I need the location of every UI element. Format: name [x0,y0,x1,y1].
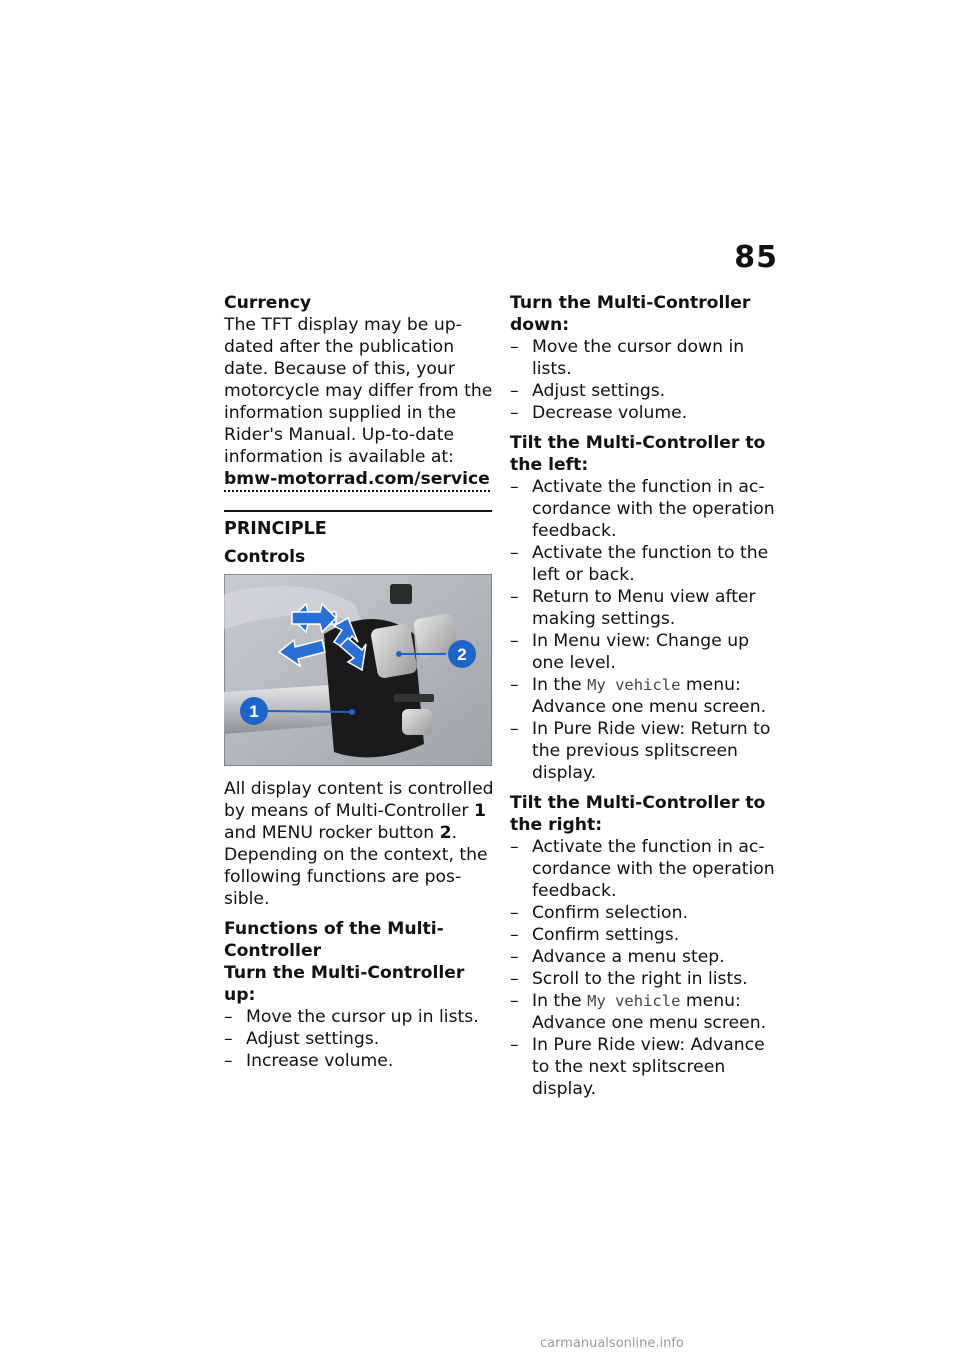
tilt-right-heading: Tilt the Multi-Controller to the right: [510,793,766,835]
turn-down-heading: Turn the Multi-Controller down: [510,293,751,335]
list-item: – Move the cursor up in lists. [224,1006,494,1028]
tilt-left-heading: Tilt the Multi-Controller to the left: [510,433,766,475]
section-divider [224,510,492,512]
list-item: – In Menu view: Change up one level. [510,630,778,674]
list-item: – Confirm settings. [510,924,778,946]
principle-title: PRINCIPLE [224,519,327,539]
left-column [224,292,494,1072]
list-item: – In the My vehicle menu: Advance one menu screen. [510,990,778,1034]
currency-text: The TFT display may be up-dated after the publication date. Because of this, your motorcycle may differ from the information supplied in the Rider's Manual. Up-to-date information is available at: [224,315,493,467]
turn-up-heading: Turn the Multi-Controller up: [224,963,465,1005]
list-item: – Adjust settings. [510,380,778,402]
list-item: – In Pure Ride view: Advance to the next splitscreen display. [510,1034,778,1100]
list-item: – Confirm selection. [510,902,778,924]
list-item: – Advance a menu step. [510,946,778,968]
list-item: – In the My vehicle menu: Advance one menu screen. [510,674,778,718]
list-item: – Move the cursor down in lists. [510,336,778,380]
controls-heading: Controls [224,547,306,567]
list-item: – Increase volume. [224,1050,494,1072]
list-item: – Activate the function to the left or back. [510,542,778,586]
list-item: – Adjust settings. [224,1028,494,1050]
controls-figure [224,574,492,766]
controls-text: All display content is controlled by means of Multi-Controller 1 and MENU rocker button 2. Depending on the context, the following functions are pos-sible. [224,779,494,909]
functions-heading: Functions of the Multi-Controller [224,919,444,961]
list-item: – Decrease volume. [510,402,778,424]
watermark-footer: carmanualsonline.info [540,1336,684,1351]
callout-2-label: 2 [457,645,467,664]
list-item: – Return to Menu view after making settings. [510,586,778,630]
list-item: – Scroll to the right in lists. [510,968,778,990]
currency-heading: Currency [224,293,312,313]
page-number: 85 [734,240,778,275]
list-item: – Activate the function in ac-cordance with the operation feedback. [510,836,778,902]
callout-1-label: 1 [249,702,259,721]
service-link[interactable]: bmw-motorrad.com/service [224,469,490,492]
right-column [510,292,778,1100]
list-item: – Activate the function in ac-cordance with the operation feedback. [510,476,778,542]
list-item: – In Pure Ride view: Return to the previous splitscreen display. [510,718,778,784]
